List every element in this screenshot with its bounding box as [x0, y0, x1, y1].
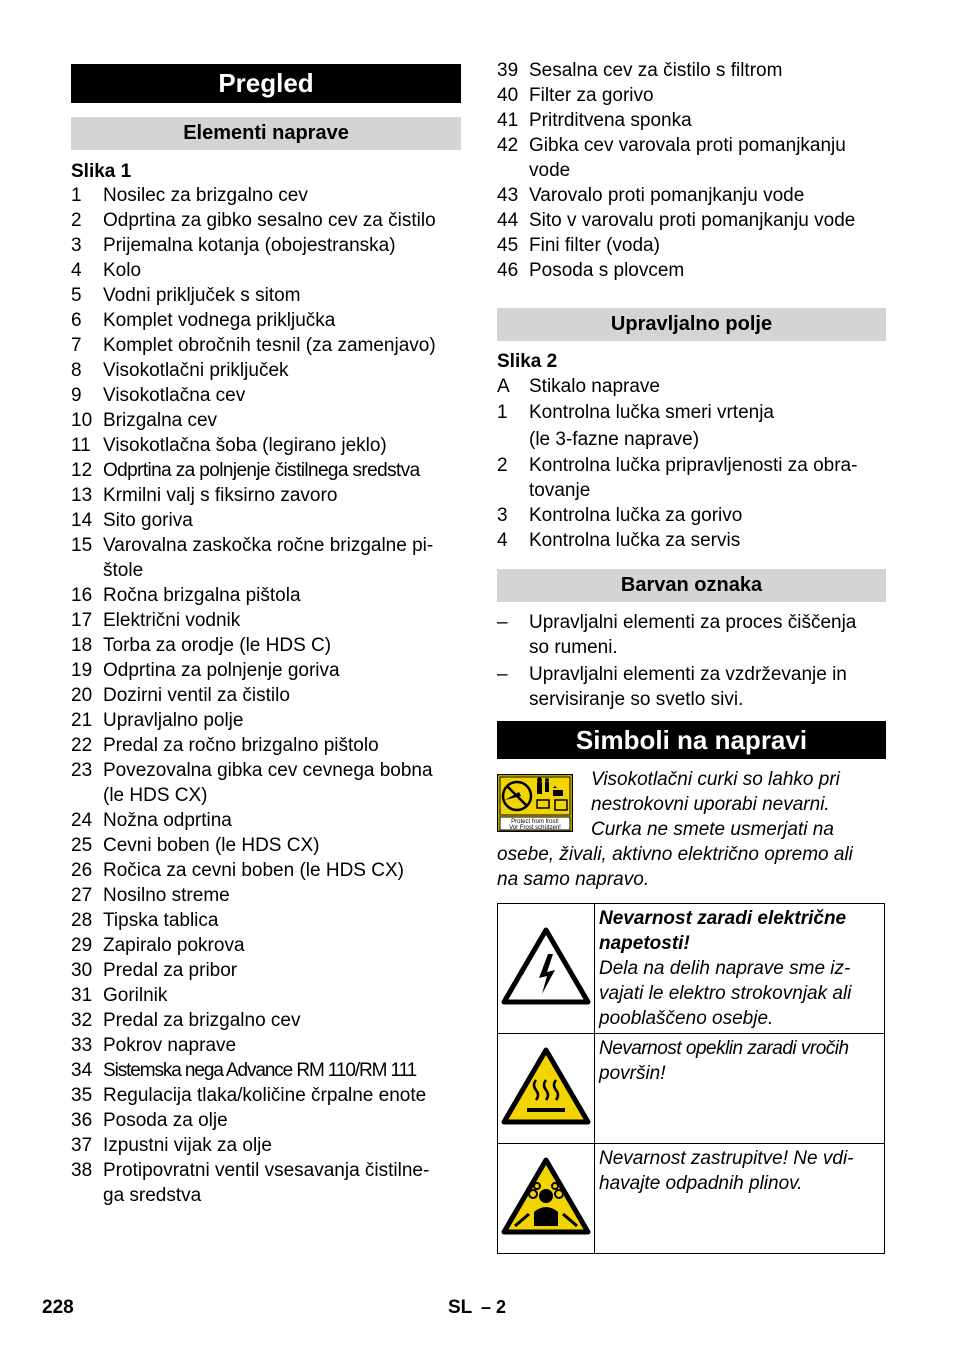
list-item: 15 Varovalna zaskočka ročne brizgalne pi- štole	[71, 535, 434, 581]
list-item: 37 Izpustni vijak za olje	[71, 1135, 272, 1156]
hot-surface-icon	[501, 1046, 591, 1126]
list-item: 28 Tipska tablica	[71, 910, 219, 931]
list-item: A Stikalo naprave	[497, 376, 660, 397]
list-item: 19 Odprtina za polnjenje goriva	[71, 660, 340, 681]
list-item: – Upravljalni elementi za vzdrževanje in servisiranje so svetlo sivi.	[497, 664, 847, 710]
list-item: 25 Cevni boben (le HDS CX)	[71, 835, 320, 856]
list-item: 39 Sesalna cev za čistilo s filtrom	[497, 60, 783, 81]
list-item: 8 Visokotlačni priključek	[71, 360, 289, 381]
figure-label-2: Slika 2	[497, 351, 558, 372]
warning-text-poisoning: Nevarnost zastrupitve! Ne vdi- havajte odpadnih plinov.	[595, 1144, 885, 1254]
section-title-pregled: Pregled	[71, 64, 461, 103]
list-item: 46 Posoda s plovcem	[497, 260, 685, 281]
toxic-fumes-icon	[501, 1156, 591, 1236]
list-item: 1 Kontrolna lučka smeri vrtenja (le 3-fazne naprave)	[497, 402, 774, 450]
list-item: 36 Posoda za olje	[71, 1110, 228, 1131]
list-item: 4 Kontrolna lučka za servis	[497, 530, 741, 551]
list-item: 13 Krmilni valj s fiksirno zavoro	[71, 485, 338, 506]
subsection-title-elementi: Elementi naprave	[71, 117, 461, 150]
list-item: 43 Varovalo proti pomanjkanju vode	[497, 185, 805, 206]
list-item: 7 Komplet obročnih tesnil (za zamenjavo)	[71, 335, 436, 356]
list-item: 32 Predal za brizgalno cev	[71, 1010, 301, 1031]
list-item: 12 Odprtina za polnjenje čistilnega sredstva	[71, 460, 420, 481]
subsection-title-upravljalno-polje: Upravljalno polje	[497, 308, 886, 341]
list-item: 17 Električni vodnik	[71, 610, 241, 631]
svg-text:Protect from frost!: Protect from frost!	[511, 819, 559, 825]
list-item: 20 Dozirni ventil za čistilo	[71, 685, 290, 706]
list-item: 33 Pokrov naprave	[71, 1035, 237, 1056]
symbol-high-pressure	[497, 767, 886, 892]
color-code-list	[497, 610, 886, 712]
language-code: SL	[448, 1297, 473, 1318]
list-item: 2 Odprtina za gibko sesalno cev za čistilo	[71, 210, 436, 231]
list-item: 3 Kontrolna lučka za gorivo	[497, 505, 743, 526]
list-item: 29 Zapiralo pokrova	[71, 935, 245, 956]
warning-text-hot-surface: Nevarnost opeklin zaradi vročih površin!	[595, 1034, 885, 1144]
list-item: 23 Povezovalna gibka cev cevnega bobna (le HDS CX)	[71, 760, 433, 806]
list-item: 9 Visokotlačna cev	[71, 385, 246, 406]
figure-label-1: Slika 1	[71, 161, 132, 182]
subsection-title-barvan-oznaka: Barvan oznaka	[497, 569, 886, 602]
list-item: 35 Regulacija tlaka/količine črpalne enote	[71, 1085, 427, 1106]
list-item: 6 Komplet vodnega priključka	[71, 310, 336, 331]
section-title-simboli: Simboli na napravi	[497, 721, 886, 759]
warning-table	[497, 903, 885, 1254]
section-number: – 2	[481, 1297, 507, 1317]
list-item: 27 Nosilno streme	[71, 885, 230, 906]
list-item: – Upravljalni elementi za proces čiščenja so rumeni.	[497, 612, 857, 658]
warning-row-hot-surface	[498, 1034, 885, 1144]
list-item: 22 Predal za ročno brizgalno pištolo	[71, 735, 379, 756]
list-item: 34 Sistemska nega Advance RM 110/RM 111	[71, 1060, 417, 1081]
list-item: 14 Sito goriva	[71, 510, 193, 531]
list-item: 2 Kontrolna lučka pripravljenosti za obra- tovanje	[497, 455, 858, 501]
list-item: 3 Prijemalna kotanja (obojestranska)	[71, 235, 396, 256]
electric-hazard-icon	[501, 926, 591, 1006]
warning-icon-cell	[498, 1144, 595, 1254]
high-pressure-warning-icon	[497, 774, 573, 832]
control-panel-list	[497, 374, 886, 553]
list-item: 21 Upravljalno polje	[71, 710, 244, 731]
list-item: 41 Pritrditvena sponka	[497, 110, 692, 131]
list-item: 30 Predal za pribor	[71, 960, 238, 981]
list-item: 40 Filter za gorivo	[497, 85, 654, 106]
list-item: 42 Gibka cev varovala proti pomanjkanju vode	[497, 135, 846, 181]
list-item: 5 Vodni priključek s sitom	[71, 285, 301, 306]
warning-icon-cell	[498, 904, 595, 1034]
list-item: 11 Visokotlačna šoba (legirano jeklo)	[71, 435, 387, 456]
list-item: 26 Ročica za cevni boben (le HDS CX)	[71, 860, 404, 881]
list-item: 44 Sito v varovalu proti pomanjkanju vode	[497, 210, 856, 231]
list-item: 31 Gorilnik	[71, 985, 168, 1006]
warning-row-poisoning	[498, 1144, 885, 1254]
list-item: 4 Kolo	[71, 260, 142, 281]
element-list	[71, 183, 461, 1208]
symbol-description: Visokotlačni curki so lahko pri nestrokovni uporabi nevarni. Curka ne smete usmerjati na osebe, živali, aktivno električno opremo ali na samo napravo.	[497, 769, 853, 890]
warning-text-electric: Nevarnost zaradi električne napetosti! Dela na delih naprave sme iz- vajati le elektro strokovnjak ali pooblaščeno osebje.	[595, 904, 885, 1034]
list-item: 45 Fini filter (voda)	[497, 235, 660, 256]
element-list-continued	[497, 58, 886, 283]
list-item: 18 Torba za orodje (le HDS C)	[71, 635, 332, 656]
warning-row-electric	[498, 904, 885, 1034]
page-number: 228	[42, 1297, 74, 1318]
list-item: 24 Nožna odprtina	[71, 810, 232, 831]
list-item: 38 Protipovratni ventil vsesavanja čistilne- ga sredstva	[71, 1160, 430, 1206]
warning-icon-cell	[498, 1034, 595, 1144]
list-item: 1 Nosilec za brizgalno cev	[71, 185, 308, 206]
list-item: 10 Brizgalna cev	[71, 410, 218, 431]
list-item: 16 Ročna brizgalna pištola	[71, 585, 301, 606]
svg-text:Vor Frost schützen!: Vor Frost schützen!	[509, 825, 561, 831]
